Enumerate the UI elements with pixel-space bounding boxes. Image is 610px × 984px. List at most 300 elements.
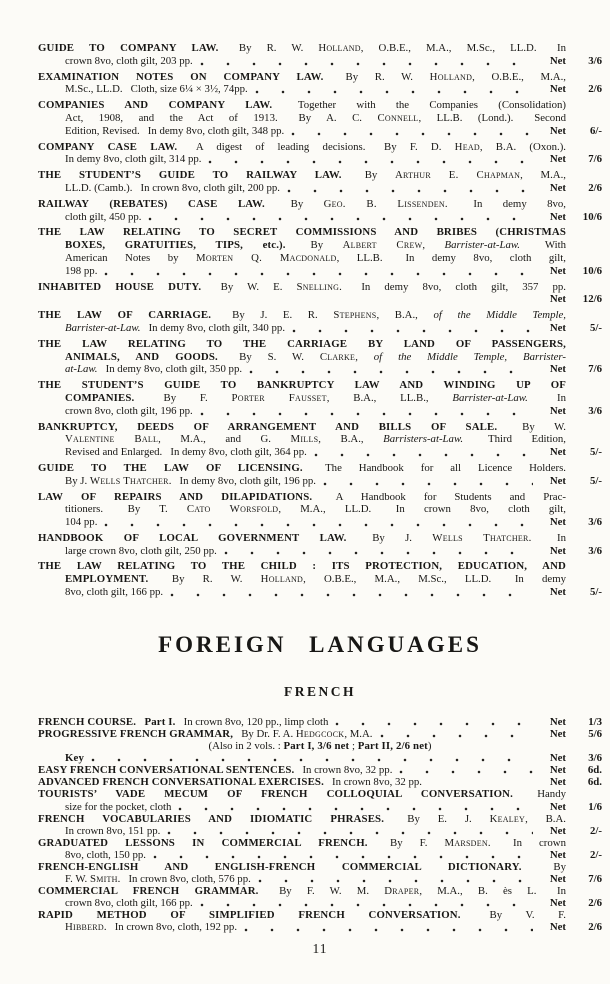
leader-dots [45,300,533,304]
entry-text-segment: Mills [290,433,319,446]
leader-dots [104,272,533,276]
entry-line [38,99,602,112]
entry-line [38,309,602,322]
entry-text [38,141,566,154]
entry-title: FRENCH-ENGLISH AND ENGLISH-FRENCH COMMERCIAL DICTIONARY. [38,861,522,873]
entry-text [38,788,566,800]
catalog-entry [38,885,602,909]
entry-text-segment: at-Law. [65,363,98,376]
entry-text-segment: Draper [384,885,420,898]
entry-line [38,252,602,265]
net-label: Net [549,764,566,777]
catalog-entry [38,532,602,558]
entry-text [65,475,316,488]
price-value: 3/6 [588,752,602,765]
catalog-entry [38,141,602,167]
catalog-entry [38,491,602,529]
entry-text-segment: , M.A. [344,727,373,740]
entry-line [38,475,602,488]
entry-text [65,897,193,909]
net-label: Net [549,715,566,728]
entry-text-segment: Holland [260,573,304,586]
net-label: Net [549,897,566,910]
entry-text [65,446,307,459]
entry-line [38,281,602,294]
price-value: 6/- [590,124,602,137]
entry-text-segment: of the Middle Temple, Barrister- [373,350,566,363]
entry-line [38,849,602,861]
entry-text-segment: Clarke [319,350,356,363]
entry-text-segment: Together with the Companies (Consolidation) [272,99,567,112]
entry-text [38,813,566,825]
entry-text-segment: By [264,197,324,210]
entry-text-segment: size for the pocket, cloth [65,800,172,813]
net-label: Net [549,446,566,459]
entry-text-segment: By F. W. M. [258,885,385,898]
entry-text-segment: In crown 8vo, 120 pp., limp cloth [175,715,329,728]
price-value: 7/6 [588,363,602,376]
price-value: 12/6 [582,293,602,306]
entry-title: EMPLOYMENT. [65,573,149,586]
entry-text-segment: ; [349,740,358,753]
catalog-entry [38,226,602,277]
entry-text [38,776,422,788]
entry-line [38,55,602,68]
entry-text-segment: Handy [512,788,566,801]
leader-dots [291,132,533,136]
entry-text [65,125,284,138]
entry-line [38,363,602,376]
page-number: 11 [312,940,328,956]
leader-dots [292,329,533,333]
entry-line [38,573,602,586]
catalog-entry [38,198,602,224]
catalog-entry [38,752,602,764]
entry-text-segment: 198 pp. [65,264,98,277]
entry-text [38,99,566,112]
entry-title: PROGRESSIVE FRENCH GRAMMAR, [38,727,234,740]
entry-line [38,125,602,138]
leader-dots [167,831,533,835]
entry-line [38,764,602,776]
entry-text-segment: , O.B.E., M.A., [472,70,567,83]
entry-title: EASY FRENCH CONVERSATIONAL SENTENCES. [38,764,295,777]
price-value: 10/6 [582,264,602,277]
catalog-entry [38,788,602,812]
entry-title: THE LAW RELATING TO THE CARRIAGE BY LAND OF PASSENGERS, [38,337,566,350]
price-value: 5/- [590,321,602,334]
entry-text-segment: Barrister-at-Law. [65,321,141,334]
price-value: 2/- [590,824,602,837]
entry-text-segment: titioners. By T. [65,503,187,516]
entry-text-segment: , M.A., LL.D. In crown 8vo, cloth gilt, [278,503,566,516]
entry-line [38,885,602,897]
leader-dots [244,928,533,932]
leader-dots [380,734,533,738]
price-value: 5/- [590,446,602,459]
entry-text-segment: , O.B.E., M.A., M.Sc., LL.D. In [360,42,566,54]
entry-text-segment: The Handbook for all Licence Holders. [302,461,566,474]
entry-text [38,421,566,434]
entry-text [65,322,285,335]
catalog-entry [38,764,602,776]
net-label: Net [549,800,566,813]
entry-text-segment: Act, 1908, and the Act of 1913. By A. C. [65,111,378,124]
entry-text [65,503,566,516]
entry-text [38,71,566,84]
entry-text [65,239,566,252]
entry-title: COMPANY CASE LAW. [38,140,178,153]
leader-dots [104,523,533,527]
entry-text [65,801,171,813]
entry-text-segment: , LL.B. (Lond.). Second [418,111,566,124]
entry-line [38,788,602,800]
entry-text-segment: Kealey [489,812,526,825]
entry-line [38,813,602,825]
entry-text-segment: 8vo, cloth gilt, 166 pp. [65,586,164,599]
entry-text-segment: In crown 8vo, 32 pp. [294,764,393,777]
leader-dots [170,593,533,597]
net-label: Net [549,586,566,599]
entry-text-segment: , [355,350,374,363]
entry-title: RAILWAY (REBATES) CASE LAW. [38,197,265,210]
catalog-entry [38,560,602,598]
entry-line [38,728,602,740]
leader-dots [314,453,533,457]
subsection-heading-french: FRENCH [284,683,356,699]
entry-line [38,560,602,573]
entry-text [65,153,201,166]
entry-line [38,265,602,278]
entry-text-segment: A digest of leading decisions. By F. D. [177,140,455,153]
net-label: Net [549,83,566,96]
entry-text [65,405,193,418]
entry-title: HANDBOOK OF LOCAL GOVERNMENT LAW. [38,531,347,544]
entry-text-segment: , M.A., and G. [158,433,291,446]
entry-text-segment: Wells Thatcher [89,474,169,487]
leader-dots [249,370,533,374]
entry-text-segment: crown 8vo, cloth gilt, 203 pp. [65,54,193,67]
leader-dots [153,855,533,859]
net-label: Net [549,210,566,223]
entry-text-segment: Geo. B. Lissenden [323,197,445,210]
net-label: Net [549,873,566,886]
entry-text-segment: By W. [497,420,566,433]
entry-text-segment: Part I, 3/6 net [283,740,350,753]
entry-text-segment: , B.A., [376,309,434,322]
net-label: Net [549,404,566,417]
entry-text [38,42,566,55]
entry-text-segment: By F. [367,836,445,849]
entry-line [38,752,602,764]
catalog-entry [38,909,602,933]
entry-text [65,363,242,376]
entry-line [38,293,602,306]
leader-dots [255,90,533,94]
entry-title: THE LAW RELATING TO SECRET COMMISSIONS AND BRIBES (CHRISTMAS [38,226,566,239]
catalog-entry [38,861,602,885]
leader-dots [200,903,533,907]
entry-line [38,801,602,813]
net-label: Net [549,321,566,334]
entry-text [38,728,373,740]
catalog-entry [38,776,602,788]
entry-line [38,42,602,55]
entry-text-segment: In demy 8vo, cloth gilt, 314 pp. [65,153,202,166]
price-value: 2/- [590,848,602,861]
entry-text [38,281,566,294]
price-value: 2/6 [588,897,602,910]
entry-text-segment: Morten Q. Macdonald [196,251,337,264]
entry-text [38,885,566,897]
entry-text-segment: LL.D. (Camb.). In crown 8vo, cloth gilt, 200 pp. [65,181,281,194]
price-value: 5/- [590,586,602,599]
entry-title: BOXES, GRATUITIES, TIPS, etc.). [65,239,286,252]
price-value: 2/6 [588,83,602,96]
entry-line [38,825,602,837]
entry-line [38,338,602,351]
entry-text [65,112,566,125]
price-value: 3/6 [588,404,602,417]
net-label: Net [549,153,566,166]
entry-text-segment: Barristers-at-Law. [383,433,464,446]
entry-text-segment: By R. W. [148,573,261,586]
leader-dots [148,217,533,221]
catalog-entry [38,813,602,837]
entry-line [38,921,602,933]
entry-line [38,112,602,125]
entry-text-segment: By [521,861,566,873]
entry-line [38,182,602,195]
entry-text-segment: Snelling [296,280,340,293]
net-label: Net [549,921,566,934]
net-label: Net [549,776,566,789]
entry-line [38,211,602,224]
entry-text-segment: Cato Worsfold [186,503,279,516]
price-value: 1/3 [588,715,602,728]
entry-line [38,153,602,166]
entry-text-segment: . In demy 8vo, cloth gilt, 196 pp. [168,474,316,487]
catalog-entry [38,462,602,488]
price-value: 10/6 [582,210,602,223]
entry-title: ADVANCED FRENCH CONVERSATIONAL EXERCISES. [38,776,324,789]
entry-text [38,491,566,504]
entry-text-segment: By J. [65,474,90,487]
entry-line [38,351,602,364]
entry-text [65,83,248,96]
entry-text [65,351,566,364]
entry-text-segment: Revised and Enlarged. In demy 8vo, cloth gilt, 364 pp. [65,446,307,459]
entry-text-segment: Stephens [333,309,377,322]
entry-text-segment: Porter Fausset [231,391,327,404]
entry-text-segment: Edition, Revised. In demy 8vo, cloth gilt, 348 pp. [65,124,285,137]
entry-line [38,83,602,96]
entry-text-segment: Third Edition, [463,433,567,446]
entry-text [65,825,160,837]
entry-line [38,446,602,459]
entry-text-segment: By [341,169,395,182]
price-value: 3/6 [588,516,602,529]
entry-text-segment: of the Middle Temple, [433,309,566,322]
entry-text-segment: . In crown [487,836,566,849]
entry-line [38,776,602,788]
price-value: 3/6 [588,54,602,67]
entry-text [38,198,566,211]
price-value: 2/6 [588,921,602,934]
entry-text-segment: cloth gilt, 450 pp. [65,210,142,223]
entry-text-segment: , B.A. [525,812,567,825]
entry-line [38,421,602,434]
entry-line [38,405,602,418]
catalog-entry [38,99,602,137]
entry-line [38,379,602,392]
entry-text-segment: ) [427,740,432,753]
entry-text-segment: . In crown 8vo, cloth, 576 pp. [117,873,251,886]
entry-text [65,849,146,861]
entry-line [38,198,602,211]
entry-title: GRADUATED LESSONS IN COMMERCIAL FRENCH. [38,836,368,849]
entry-title: THE LAW RELATING TO THE CHILD : ITS PROTECTION, EDUCATION, AND [38,560,566,573]
entry-title: FRENCH VOCABULARIES AND IDIOMATIC PHRASES. [38,812,385,825]
entry-text-segment: American Notes by [65,251,197,264]
price-value: 7/6 [588,153,602,166]
entry-text [65,252,566,265]
entry-text-segment: In [527,391,567,404]
leader-dots [91,758,533,762]
entry-title: BANKRUPTCY, DEEDS OF ARRANGEMENT AND BILLS OF SALE. [38,420,498,433]
entry-title: THE STUDENT’S GUIDE TO RAILWAY LAW. [38,169,342,182]
entry-text-segment: Holland [429,70,473,83]
price-value: 6d. [587,764,602,777]
entry-line [38,239,602,252]
catalog-entry [38,716,602,728]
entry-text-segment: M.Sc., LL.D. Cloth, size 6¼ × 3½, 74pp. [65,83,248,96]
net-label: Net [549,474,566,487]
entry-text-segment: Smith [89,873,118,886]
entry-text-segment: By E. J. [384,812,490,825]
entry-text-segment: Marsden [444,836,488,849]
entry-line [38,226,602,239]
entry-text-segment: Hedgcock [295,727,345,740]
entry-text-segment: crown 8vo, cloth gilt, 166 pp. [65,897,193,910]
entry-text-segment: Connell [377,111,419,124]
entry-text [65,182,280,195]
entry-line [38,516,602,529]
leader-dots [335,722,533,726]
entry-text [38,169,566,182]
catalog-entry [38,42,602,68]
entry-title: TOURISTS’ VADE MECUM OF FRENCH COLLOQUIAL CONVERSATION. [38,788,513,801]
leader-dots [258,879,533,883]
leader-dots [323,482,533,486]
entry-text-segment: In demy 8vo, cloth gilt, 340 pp. [140,321,286,334]
entry-text-segment: By R. W. [323,70,430,83]
entry-text-segment: In crown 8vo, 32 pp. [323,776,422,789]
entry-text-segment: By [285,239,343,252]
entry-text [38,379,566,392]
entry-text [65,752,84,764]
french-section [38,716,602,934]
entry-line [38,141,602,154]
entry-text-segment: By Dr. F. A. [233,727,296,740]
leader-dots [178,807,533,811]
entry-text [65,265,97,278]
entry-text-segment: (Also in 2 vols. : [208,740,284,753]
net-label: Net [549,264,566,277]
entry-text [65,392,566,405]
entry-text-segment: Hibberd [65,921,104,934]
entry-text [65,516,97,529]
entry-text-segment: Arthur E. Chapman [394,169,521,182]
entry-title: LAW OF REPAIRS AND DILAPIDATIONS. [38,490,313,503]
price-value: 5/6 [588,727,602,740]
entry-line [38,433,602,446]
entry-title: COMMERCIAL FRENCH GRAMMAR. [38,885,259,898]
entry-text-segment: Holland [318,42,361,54]
entry-line [38,716,602,728]
catalog-entry [38,309,602,335]
price-value: 6d. [587,776,602,789]
entry-text [65,211,141,224]
entry-text-segment: crown 8vo, cloth gilt, 196 pp. [65,404,193,417]
entry-text [38,532,566,545]
entry-text-segment: By F. [134,391,232,404]
entry-text-segment: Wells Thatcher [432,531,529,544]
leader-dots [224,551,533,555]
entry-text-segment: , M.A., B. ès L. In [419,885,566,898]
entry-text-segment: In demy 8vo, cloth gilt, 350 pp. [97,363,243,376]
entry-text-segment: . In demy 8vo, cloth gilt, 357 pp. [339,280,567,293]
entry-text [38,462,566,475]
leader-dots [399,770,533,774]
entry-line [38,740,602,752]
entry-text-segment: large crown 8vo, cloth gilt, 250 pp. [65,544,217,557]
entry-text-segment: Part II, 2/6 net [357,740,428,753]
price-value: 1/6 [588,800,602,813]
entry-text-segment: Barrister-at-Law. [444,239,520,252]
entry-line [38,169,602,182]
entry-line [38,392,602,405]
entry-text [38,909,566,921]
catalog-entry [38,728,602,752]
catalog-entry [38,837,602,861]
leader-dots [287,189,533,193]
catalog-entry [38,169,602,195]
leader-dots [200,62,533,66]
entry-text [65,545,217,558]
entry-title: THE LAW OF CARRIAGE. [38,309,212,322]
price-value: 3/6 [588,544,602,557]
entry-title: GUIDE TO COMPANY LAW. [38,42,219,54]
entry-title: RAPID METHOD OF SIMPLIFIED FRENCH CONVERSATION. [38,909,461,922]
entry-text-segment: , LL.B. In demy 8vo, cloth gilt, [336,251,566,264]
entry-text [65,873,251,885]
entry-line [38,861,602,873]
entry-title: ANIMALS, AND GOODS. [65,350,218,363]
entry-text [65,433,566,446]
entry-text-segment: , B.A. (Oxon.). [479,140,567,153]
net-label: Net [549,181,566,194]
entry-line [38,837,602,849]
entry-line [38,586,602,599]
catalog-entry [38,421,602,459]
net-label: Net [549,824,566,837]
entry-line [38,532,602,545]
catalog-entry [38,281,602,307]
entry-text-segment: , [422,239,445,252]
entry-title: Key [65,752,85,765]
entry-text-segment: 8vo, cloth, 150 pp. [65,848,146,861]
